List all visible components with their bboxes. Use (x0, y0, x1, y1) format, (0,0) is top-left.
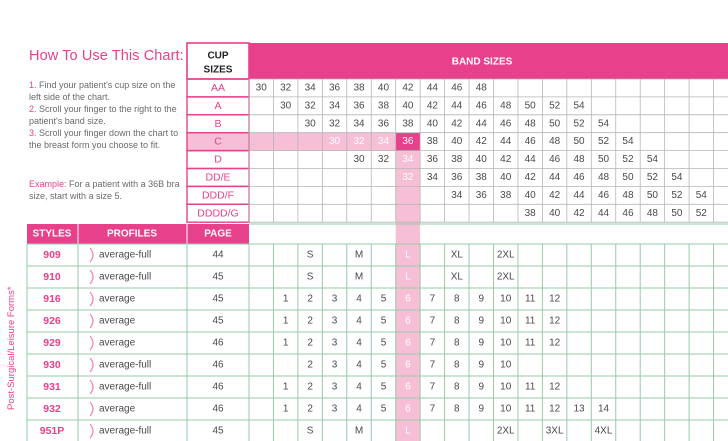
band-size-value: 46 (549, 154, 561, 166)
step-text: Find your patient's cup size on the left side of the chart. (29, 80, 176, 102)
form-size-value: 2XL (496, 249, 515, 261)
form-size-value: 9 (478, 293, 485, 305)
band-size-value: 42 (573, 207, 585, 219)
style-number: 931 (43, 381, 61, 393)
form-size-value: 10 (500, 359, 512, 371)
form-size-value: 2 (307, 293, 313, 305)
cup-label: DDD/F (201, 189, 235, 202)
form-size-value: 9 (478, 381, 485, 393)
form-size-value: 6 (405, 337, 411, 349)
style-number: 916 (43, 293, 61, 305)
form-size-value: 3 (331, 359, 338, 371)
crescent-profile-icon (90, 380, 93, 394)
form-size-value: 1 (282, 293, 289, 305)
band-size-value: 32 (280, 82, 292, 94)
form-size-value: 13 (573, 403, 585, 415)
band-size-value: 44 (524, 154, 536, 166)
band-size-value: 34 (426, 171, 438, 183)
band-size-value: 48 (622, 189, 634, 201)
band-size-value: 48 (646, 207, 658, 219)
form-size-value: 8 (454, 293, 460, 305)
form-size-value: 8 (454, 315, 460, 327)
form-size-value: 4 (356, 293, 362, 305)
band-size-value: 36 (353, 100, 365, 112)
band-size-value: 42 (426, 100, 438, 112)
form-size-value: 6 (405, 359, 411, 371)
page-number: 45 (212, 425, 224, 437)
band-size-value: 40 (500, 171, 512, 183)
step-number: 2. (29, 104, 37, 114)
side-category-label: Post-Surgical/Leisure Forms* (6, 286, 17, 410)
band-size-value: 34 (451, 189, 463, 201)
form-size-value: 8 (454, 381, 460, 393)
form-size-value: 10 (500, 381, 512, 393)
band-size-value: 54 (695, 189, 707, 201)
band-size-value: 50 (671, 207, 683, 219)
band-size-value: 38 (500, 189, 512, 201)
band-size-value: 36 (377, 118, 390, 130)
profile-label: average (99, 403, 136, 415)
band-size-value: 54 (597, 118, 610, 130)
style-number: 932 (43, 403, 61, 415)
form-size-value: S (306, 271, 314, 283)
band-size-value: 50 (524, 100, 536, 112)
band-size-value: 38 (451, 154, 463, 166)
band-size-value: 40 (426, 118, 438, 130)
band-size-value: 46 (597, 189, 610, 201)
band-size-value: 46 (573, 171, 585, 183)
form-size-value: 7 (429, 403, 436, 415)
style-number: 929 (43, 337, 61, 349)
band-size-value: 30 (255, 82, 267, 94)
band-size-value: 34 (402, 154, 414, 166)
band-size-value: 54 (646, 154, 658, 166)
cup-label: D (214, 153, 222, 166)
form-size-value: 2 (307, 403, 313, 415)
form-size-value: 11 (524, 381, 536, 393)
band-size-value: 44 (426, 82, 438, 94)
profile-label: average-full (99, 359, 152, 371)
band-size-value: 44 (500, 136, 512, 148)
form-size-value: 9 (478, 359, 485, 371)
cup-sizes-header-line1: CUP (207, 50, 229, 62)
band-size-value: 30 (329, 136, 341, 148)
form-size-value: 4 (356, 315, 362, 327)
step-text: Scroll your finger down the chart to the breast form you choose to fit. (29, 128, 179, 150)
step-number: 1. (29, 80, 37, 90)
band-size-value: 48 (475, 82, 487, 94)
form-size-value: 10 (500, 337, 512, 349)
form-size-value: 3 (331, 293, 338, 305)
page-number: 46 (212, 403, 224, 415)
page-number: 44 (212, 249, 224, 261)
form-size-value: 6 (405, 293, 411, 305)
form-size-value: 6 (405, 381, 411, 393)
step-number: 3. (29, 128, 37, 138)
style-number: 909 (43, 249, 61, 261)
form-size-value: 9 (478, 315, 485, 327)
band-size-value: 36 (426, 154, 438, 166)
style-number: 951P (39, 425, 65, 437)
form-size-value: 12 (549, 381, 561, 393)
form-size-value: 11 (524, 403, 536, 415)
form-size-value: 5 (380, 403, 387, 415)
band-size-value: 38 (524, 207, 536, 219)
band-size-value: 54 (573, 100, 585, 112)
band-size-value: 50 (622, 171, 634, 183)
band-size-value: 40 (475, 154, 487, 166)
form-size-value: M (354, 425, 364, 437)
cup-sizes-header-line2: SIZES (203, 64, 233, 76)
form-size-value: 6 (405, 403, 411, 415)
band-size-value: 36 (475, 189, 487, 201)
form-size-value: 12 (549, 337, 561, 349)
form-size-value: 1 (282, 403, 289, 415)
band-size-value: 34 (329, 100, 341, 112)
form-size-value: 5 (380, 359, 387, 371)
band-size-value: 50 (573, 136, 585, 148)
band-size-value: 44 (475, 118, 487, 130)
band-size-value: 52 (646, 171, 658, 183)
band-size-value: 46 (524, 136, 536, 148)
band-size-value: 52 (695, 207, 707, 219)
band-size-value: 50 (597, 154, 610, 166)
form-size-value: S (306, 249, 314, 261)
band-size-value: 42 (549, 189, 561, 201)
page-number: 45 (212, 293, 224, 305)
crescent-profile-icon (90, 314, 93, 328)
form-size-value: L (405, 425, 411, 437)
band-size-value: 38 (377, 100, 390, 112)
form-size-value: 1 (282, 337, 289, 349)
band-size-value: 48 (524, 118, 536, 130)
form-size-value: 12 (549, 293, 561, 305)
band-size-value: 34 (304, 82, 316, 94)
band-size-value: 52 (549, 100, 561, 112)
page-number: 46 (212, 359, 224, 371)
crescent-profile-icon (90, 336, 93, 350)
form-size-value: 12 (549, 315, 561, 327)
form-size-value: 2 (307, 337, 313, 349)
profile-label: average (99, 293, 136, 305)
band-size-value: 48 (549, 136, 561, 148)
form-size-value: 5 (380, 381, 387, 393)
band-size-value: 46 (475, 100, 487, 112)
profile-label: average (99, 337, 136, 349)
crescent-profile-icon (90, 270, 93, 284)
form-size-value: 8 (454, 359, 460, 371)
instructions-title: How To Use This Chart: (29, 48, 184, 64)
form-size-value: 2 (307, 315, 313, 327)
band-size-value: 52 (597, 136, 610, 148)
profile-label: average-full (99, 249, 152, 261)
band-size-value: 30 (304, 118, 316, 130)
form-size-value: 12 (549, 403, 561, 415)
form-size-value: 5 (380, 315, 387, 327)
form-size-value: 7 (429, 381, 436, 393)
form-size-value: 4XL (594, 425, 613, 437)
band-sizes-header-label: BAND SIZES (451, 56, 513, 68)
form-size-value: 5 (380, 337, 387, 349)
page-number: 45 (212, 315, 224, 327)
form-size-value: L (405, 271, 411, 283)
form-size-value: 11 (524, 293, 536, 305)
form-size-value: 7 (429, 293, 436, 305)
crescent-profile-icon (90, 248, 93, 262)
crescent-profile-icon (90, 292, 93, 306)
page-number: 46 (212, 381, 224, 393)
form-size-value: 11 (524, 315, 536, 327)
band-size-value: 38 (402, 118, 414, 130)
band-size-value: 36 (329, 82, 341, 94)
style-number: 910 (43, 271, 61, 283)
form-size-value: 1 (282, 315, 289, 327)
band-size-value: 36 (451, 171, 463, 183)
band-size-value: 40 (451, 136, 463, 148)
band-size-value: 34 (353, 118, 365, 130)
form-size-value: 14 (597, 403, 610, 415)
example-label: Example: (29, 179, 67, 189)
band-size-value: 40 (524, 189, 536, 201)
band-size-value: 34 (377, 136, 390, 148)
form-size-value: 3 (331, 315, 338, 327)
form-size-value: L (405, 249, 411, 261)
form-size-value: 5 (380, 293, 387, 305)
cup-label: B (214, 117, 222, 130)
band-size-value: 52 (671, 189, 683, 201)
form-size-value: 8 (454, 403, 460, 415)
band-size-value: 46 (500, 118, 512, 130)
profile-label: average-full (99, 381, 152, 393)
profile-label: average-full (99, 425, 152, 437)
cup-label: C (214, 135, 222, 148)
form-size-value: 3 (331, 381, 338, 393)
form-size-value: 4 (356, 337, 362, 349)
profiles-header-label: PROFILES (106, 228, 158, 240)
form-size-value: 2 (307, 359, 313, 371)
band-size-value: 54 (671, 171, 683, 183)
form-size-value: 4 (356, 359, 362, 371)
form-size-value: 3XL (545, 425, 564, 437)
form-size-value: XL (450, 271, 463, 283)
band-size-value: 32 (402, 171, 414, 183)
example-text: For a patient with a 36B bra size, start with a size 5. (29, 179, 180, 201)
form-size-value: 4 (356, 403, 362, 415)
form-size-value: 1 (282, 381, 289, 393)
form-size-value: 4 (356, 381, 362, 393)
crescent-profile-icon (90, 358, 93, 372)
band-size-value: 38 (353, 82, 365, 94)
form-size-value: 2 (307, 381, 313, 393)
band-size-value: 44 (451, 100, 463, 112)
style-number: 926 (43, 315, 61, 327)
cup-label: DDDD/G (197, 207, 239, 220)
band-size-value: 38 (475, 171, 487, 183)
page-number: 45 (212, 271, 224, 283)
form-size-value: 9 (478, 403, 485, 415)
band-size-value: 48 (597, 171, 610, 183)
band-size-value: 42 (402, 82, 414, 94)
form-size-value: 10 (500, 293, 512, 305)
form-size-value: 7 (429, 337, 436, 349)
band-size-value: 40 (402, 100, 414, 112)
band-size-value: 48 (573, 154, 585, 166)
form-size-value: M (354, 271, 364, 283)
band-size-value: 38 (426, 136, 438, 148)
band-size-value: 40 (377, 82, 390, 94)
band-size-value: 50 (646, 189, 658, 201)
crescent-profile-icon (90, 402, 93, 416)
crescent-profile-icon (90, 424, 93, 438)
cup-label: DD/E (205, 171, 231, 184)
band-size-value: 50 (549, 118, 561, 130)
band-size-value: 32 (377, 154, 390, 166)
band-size-value: 30 (280, 100, 292, 112)
form-size-value: 10 (500, 403, 512, 415)
form-size-value: XL (450, 249, 463, 261)
band-size-value: 42 (500, 154, 512, 166)
band-size-value: 32 (353, 136, 365, 148)
form-size-value: 8 (454, 337, 460, 349)
band-size-value: 46 (451, 82, 463, 94)
cup-label: AA (210, 81, 226, 94)
band-size-value: 42 (475, 136, 487, 148)
form-size-value: 3 (331, 337, 338, 349)
band-size-value: 48 (500, 100, 512, 112)
profile-label: average (99, 315, 136, 327)
form-size-value: 9 (478, 337, 485, 349)
band-size-value: 42 (451, 118, 463, 130)
band-size-value: 42 (524, 171, 536, 183)
form-size-value: 7 (429, 359, 436, 371)
band-size-value: 44 (549, 171, 561, 183)
band-size-value: 44 (573, 189, 585, 201)
form-size-value: 10 (500, 315, 512, 327)
form-size-value: M (354, 249, 364, 261)
form-size-value: 7 (429, 315, 436, 327)
form-size-value: S (306, 425, 314, 437)
form-size-value: 3 (331, 403, 338, 415)
step-text: Scroll your finger to the right to the patient's band size. (29, 104, 177, 126)
page-header-label: PAGE (204, 228, 232, 240)
band-size-value: 54 (622, 136, 634, 148)
band-size-value: 44 (597, 207, 610, 219)
style-number: 930 (43, 359, 61, 371)
form-size-value: 6 (405, 315, 411, 327)
band-size-value: 32 (304, 100, 316, 112)
form-size-value: 2XL (496, 425, 515, 437)
cup-label: A (214, 99, 222, 112)
form-size-value: 2XL (496, 271, 515, 283)
band-size-value: 52 (573, 118, 585, 130)
band-size-value: 36 (402, 136, 414, 148)
band-size-value: 40 (549, 207, 561, 219)
band-size-value: 52 (622, 154, 634, 166)
form-size-value: 11 (524, 337, 536, 349)
profile-label: average-full (99, 271, 152, 283)
band-size-value: 32 (329, 118, 341, 130)
band-size-value: 30 (353, 154, 365, 166)
page-number: 46 (212, 337, 224, 349)
band-size-value: 46 (622, 207, 634, 219)
styles-header-label: STYLES (32, 228, 72, 240)
